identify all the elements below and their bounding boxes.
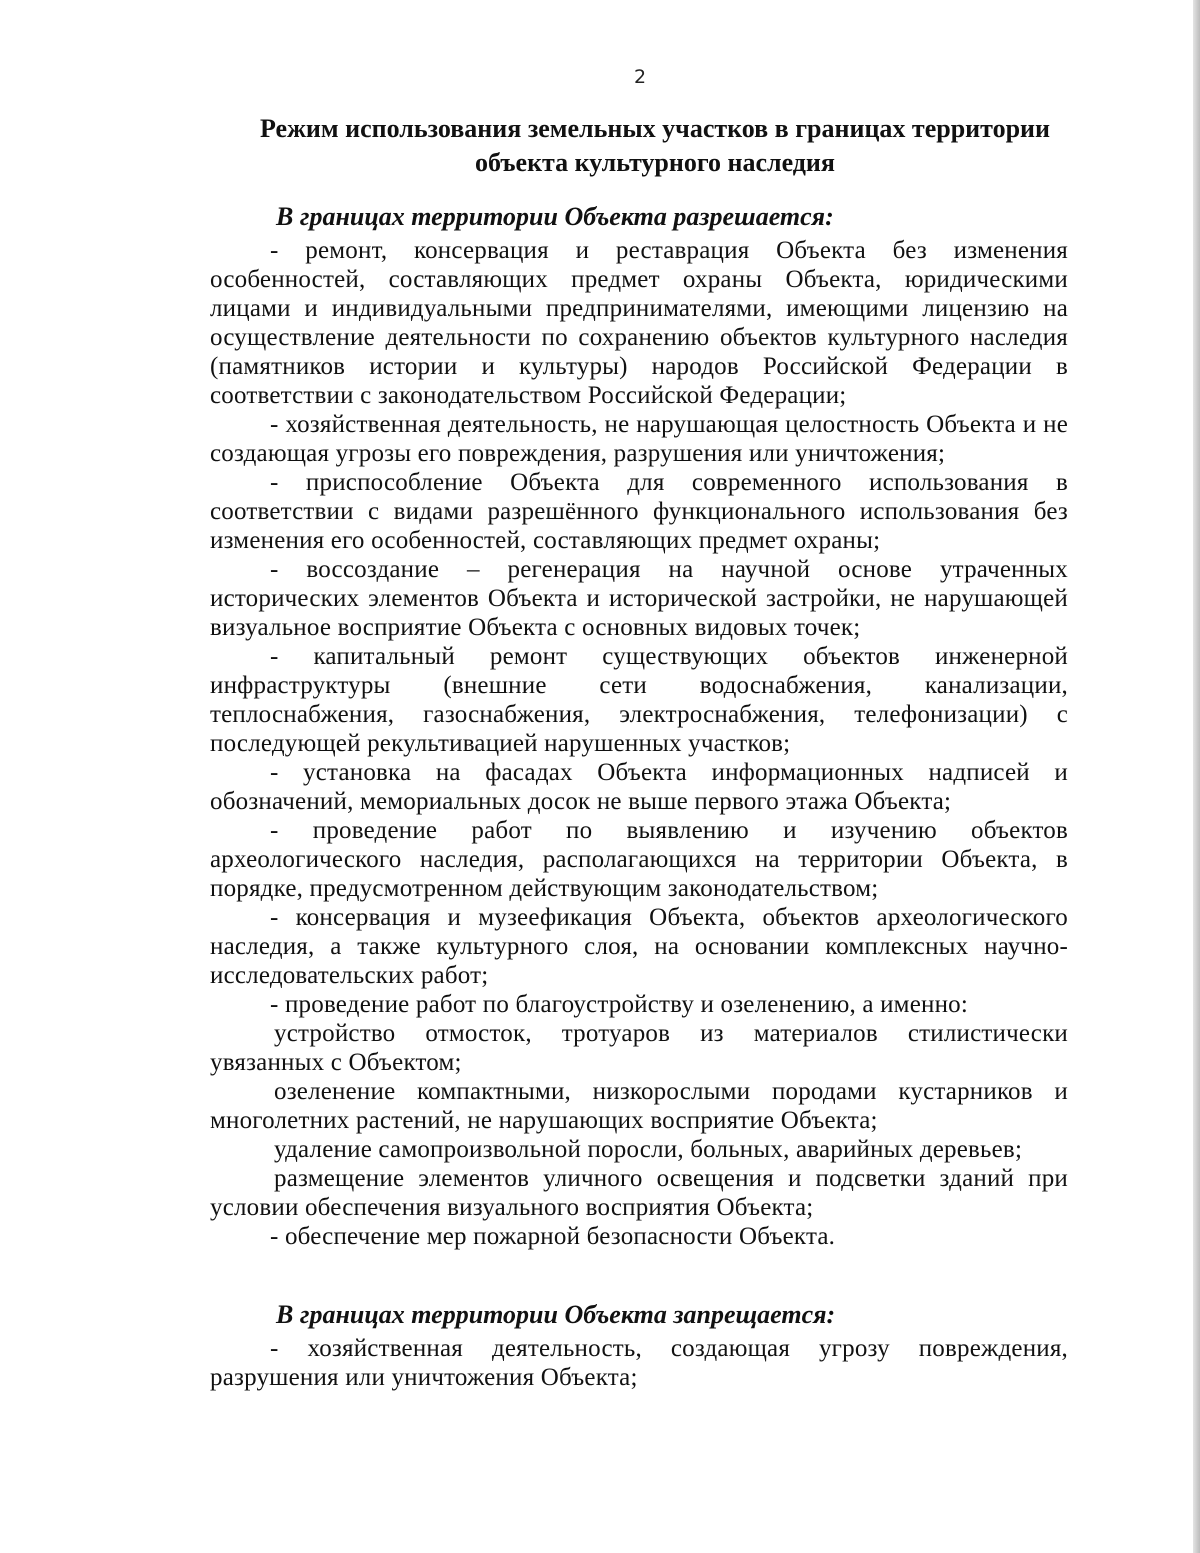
allowed-heading: В границах территории Объекта разрешается:: [276, 202, 834, 231]
prohibited-list: [210, 1334, 1068, 1392]
list-item: - проведение работ по благоустройству и озеленению, а именно:: [270, 991, 968, 1018]
list-item: - хозяйственная деятельность, создающая угрозу повреждения, разрушения или уничтожения Объекта;: [210, 1335, 1068, 1391]
document-title: Режим использования земельных участков в границах территории объекта культурного наследия: [259, 114, 1050, 177]
list-item: - проведение работ по выявлению и изучению объектов археологического наследия, располагающихся на территории Объекта, в порядке, предусмотренном действующим законодательством;: [210, 817, 1068, 902]
list-item: - консервация и музеефикация Объекта, объектов археологического наследия, а также культурного слоя, на основании комплексных научно-исследовательских работ;: [210, 904, 1068, 989]
list-item: - ремонт, консервация и реставрация Объекта без изменения особенностей, составляющих предмет охраны Объекта, юридическими лицами и индивидуальными предпринимателями, имеющими лицензию на осуществление деятельности по сохранению объектов культурного наследия (памятников истории и культуры) народов Российской Федерации в соответствии с законодательством Российской Федерации;: [210, 237, 1068, 409]
list-item: - хозяйственная деятельность, не нарушающая целостность Объекта и не создающая угрозы его повреждения, разрушения или уничтожения;: [210, 411, 1068, 467]
list-subitem: размещение элементов уличного освещения и подсветки зданий при условии обеспечения визуального восприятия Объекта;: [210, 1165, 1068, 1221]
prohibited-section: [210, 1298, 1068, 1392]
list-subitem: озеленение компактными, низкорослыми породами кустарников и многолетних растений, не нарушающих восприятие Объекта;: [210, 1078, 1068, 1134]
page-number: 2: [633, 66, 647, 88]
list-item: - воссоздание – регенерация на научной основе утраченных исторических элементов Объекта и исторической застройки, не нарушающей визуальное восприятие Объекта с основных видовых точек;: [210, 556, 1068, 641]
allowed-section: [210, 200, 1068, 1251]
prohibited-heading: В границах территории Объекта запрещается:: [276, 1300, 836, 1329]
page-edge-shadow: [1193, 0, 1200, 1553]
list-item: - обеспечение мер пожарной безопасности Объекта.: [270, 1223, 836, 1250]
list-item: - капитальный ремонт существующих объектов инженерной инфраструктуры (внешние сети водоснабжения, канализации, теплоснабжения, газоснабжения, электроснабжения, телефонизации) с последующей рекультивацией нарушенных участков;: [210, 643, 1068, 757]
list-subitem: устройство отмосток, тротуаров из материалов стилистически увязанных с Объектом;: [210, 1020, 1068, 1076]
list-item: - приспособление Объекта для современного использования в соответствии с видами разрешённого функционального использования без изменения его особенностей, составляющих предмет охраны;: [210, 469, 1068, 554]
list-subitem: удаление самопроизвольной поросли, больных, аварийных деревьев;: [274, 1136, 1023, 1163]
list-item: - установка на фасадах Объекта информационных надписей и обозначений, мемориальных досок не выше первого этажа Объекта;: [210, 759, 1068, 815]
allowed-list: [210, 236, 1068, 1251]
